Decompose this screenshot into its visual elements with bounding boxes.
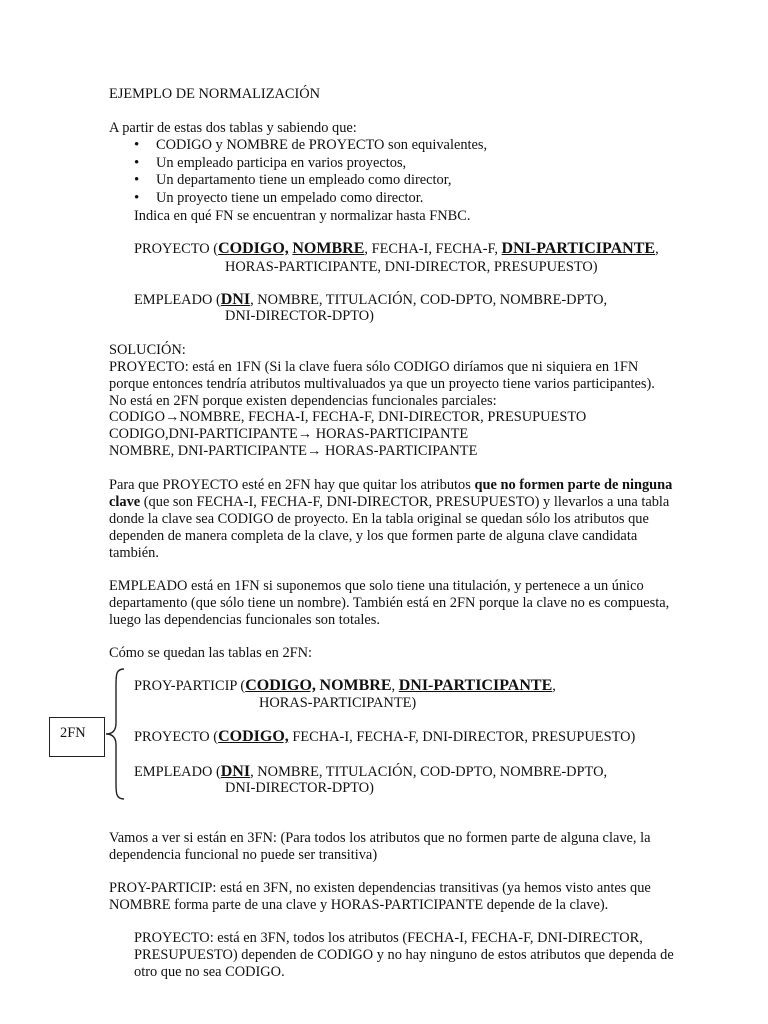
page-title: EJEMPLO DE NORMALIZACIÓN bbox=[109, 86, 321, 102]
proyecto-schema: PROYECTO (CODIGO, NOMBRE, FECHA-I, FECHA-F, DNI-PARTICIPANTE, bbox=[134, 240, 659, 257]
proy-particip-schema: PROY-PARTICIP (CODIGO, NOMBRE, DNI-PARTICIPANTE, bbox=[134, 677, 556, 694]
emphasis-text: clave bbox=[109, 494, 141, 510]
arrow-icon: → bbox=[164, 409, 180, 425]
solucion-line: PROYECTO: está en 1FN (Si la clave fuera sólo CODIGO diríamos que ni siquiera en 1FN bbox=[109, 359, 639, 375]
empleado-schema-line2: DNI-DIRECTOR-DPTO) bbox=[225, 308, 374, 324]
fn-label-box: 2FN bbox=[49, 717, 105, 757]
paragraph-line: luego las dependencias funcionales son totales. bbox=[109, 612, 380, 628]
paragraph-line: Para que PROYECTO esté en 2FN hay que quitar los atributos que no formen parte de ninguna bbox=[109, 477, 673, 493]
arrow-icon: → bbox=[306, 443, 322, 459]
proyecto-schema-line2: HORAS-PARTICIPANTE, DNI-DIRECTOR, PRESUPUESTO) bbox=[225, 259, 598, 275]
key-dni-participante: DNI-PARTICIPANTE bbox=[501, 240, 656, 257]
paragraph-line: también. bbox=[109, 545, 159, 561]
como-text: Cómo se quedan las tablas en 2FN: bbox=[109, 645, 313, 661]
list-item: • Un proyecto tiene un empelado como director. bbox=[134, 190, 487, 208]
key-nombre: NOMBRE bbox=[319, 677, 392, 694]
dependency-line: CODIGO,DNI-PARTICIPANTE→ HORAS-PARTICIPANTE bbox=[109, 426, 469, 442]
key-dni: DNI bbox=[220, 291, 251, 308]
proy-particip-line2: HORAS-PARTICIPANTE) bbox=[259, 695, 417, 711]
paragraph-line: dependen de manera completa de la clave, y los que formen parte de alguna clave candidata bbox=[109, 528, 638, 544]
assumption-list bbox=[134, 137, 487, 207]
list-item: • CODIGO y NOMBRE de PROYECTO son equivalentes, bbox=[134, 137, 487, 155]
paragraph-line: clave (que son FECHA-I, FECHA-F, DNI-DIRECTOR, PRESUPUESTO) y llevarlos a una tabla bbox=[109, 494, 670, 510]
solucion-line: porque entonces tendría atributos multivaluados ya que un proyecto tiene varios participantes). bbox=[109, 376, 655, 392]
key-codigo: CODIGO, bbox=[245, 677, 316, 694]
task-text: Indica en qué FN se encuentran y normalizar hasta FNBC. bbox=[134, 208, 471, 224]
empleado-2fn-line2: DNI-DIRECTOR-DPTO) bbox=[225, 780, 374, 796]
paragraph-line: Vamos a ver si están en 3FN: (Para todos los atributos que no formen parte de alguna clave, la bbox=[109, 830, 651, 846]
solucion-line: No está en 2FN porque existen dependencias funcionales parciales: bbox=[109, 393, 497, 409]
key-nombre: NOMBRE bbox=[292, 240, 365, 257]
empleado-schema: EMPLEADO (DNI, NOMBRE, TITULACIÓN, COD-DPTO, NOMBRE-DPTO, bbox=[134, 291, 608, 308]
arrow-icon: → bbox=[297, 426, 313, 442]
paragraph-line: departamento (que sólo tiene un nombre). También está en 2FN porque la clave no es compuesta, bbox=[109, 595, 670, 611]
proyecto-2fn-schema: PROYECTO (CODIGO, FECHA-I, FECHA-F, DNI-DIRECTOR, PRESUPUESTO) bbox=[134, 728, 636, 745]
dependency-line: NOMBRE, DNI-PARTICIPANTE→ HORAS-PARTICIPANTE bbox=[109, 443, 478, 459]
empleado-2fn-schema: EMPLEADO (DNI, NOMBRE, TITULACIÓN, COD-DPTO, NOMBRE-DPTO, bbox=[134, 763, 608, 780]
list-item: • Un departamento tiene un empleado como director, bbox=[134, 172, 487, 190]
brace-icon bbox=[102, 667, 128, 801]
paragraph-line: EMPLEADO está en 1FN si suponemos que solo tiene una titulación, y pertenece a un único bbox=[109, 578, 644, 594]
paragraph-line: dependencia funcional no puede ser transitiva) bbox=[109, 847, 378, 863]
key-dni: DNI bbox=[220, 763, 251, 780]
emphasis-text: que no formen parte de ninguna bbox=[474, 477, 673, 493]
paragraph-line: donde la clave sea CODIGO de proyecto. En la tabla original se quedan sólo los atributos que bbox=[109, 511, 649, 527]
dependency-line: CODIGO→NOMBRE, FECHA-I, FECHA-F, DNI-DIRECTOR, PRESUPUESTO bbox=[109, 409, 587, 425]
key-codigo: CODIGO, bbox=[218, 728, 289, 745]
paragraph-line: PRESUPUESTO) dependen de CODIGO y no hay ninguno de estos atributos que dependa de bbox=[134, 947, 674, 963]
list-item: • Un empleado participa en varios proyectos, bbox=[134, 155, 487, 173]
intro-text: A partir de estas dos tablas y sabiendo que: bbox=[109, 120, 357, 136]
solucion-heading: SOLUCIÓN: bbox=[109, 342, 186, 358]
paragraph-line: PROYECTO: está en 3FN, todos los atributos (FECHA-I, FECHA-F, DNI-DIRECTOR, bbox=[134, 930, 643, 946]
key-codigo: CODIGO, bbox=[218, 240, 289, 257]
paragraph-line: NOMBRE forma parte de una clave y HORAS-PARTICIPANTE depende de la clave). bbox=[109, 897, 609, 913]
paragraph-line: otro que no sea CODIGO. bbox=[134, 964, 285, 980]
paragraph-line: PROY-PARTICIP: está en 3FN, no existen dependencias transitivas (ya hemos visto antes que bbox=[109, 880, 651, 896]
key-dni-participante: DNI-PARTICIPANTE bbox=[398, 677, 553, 694]
